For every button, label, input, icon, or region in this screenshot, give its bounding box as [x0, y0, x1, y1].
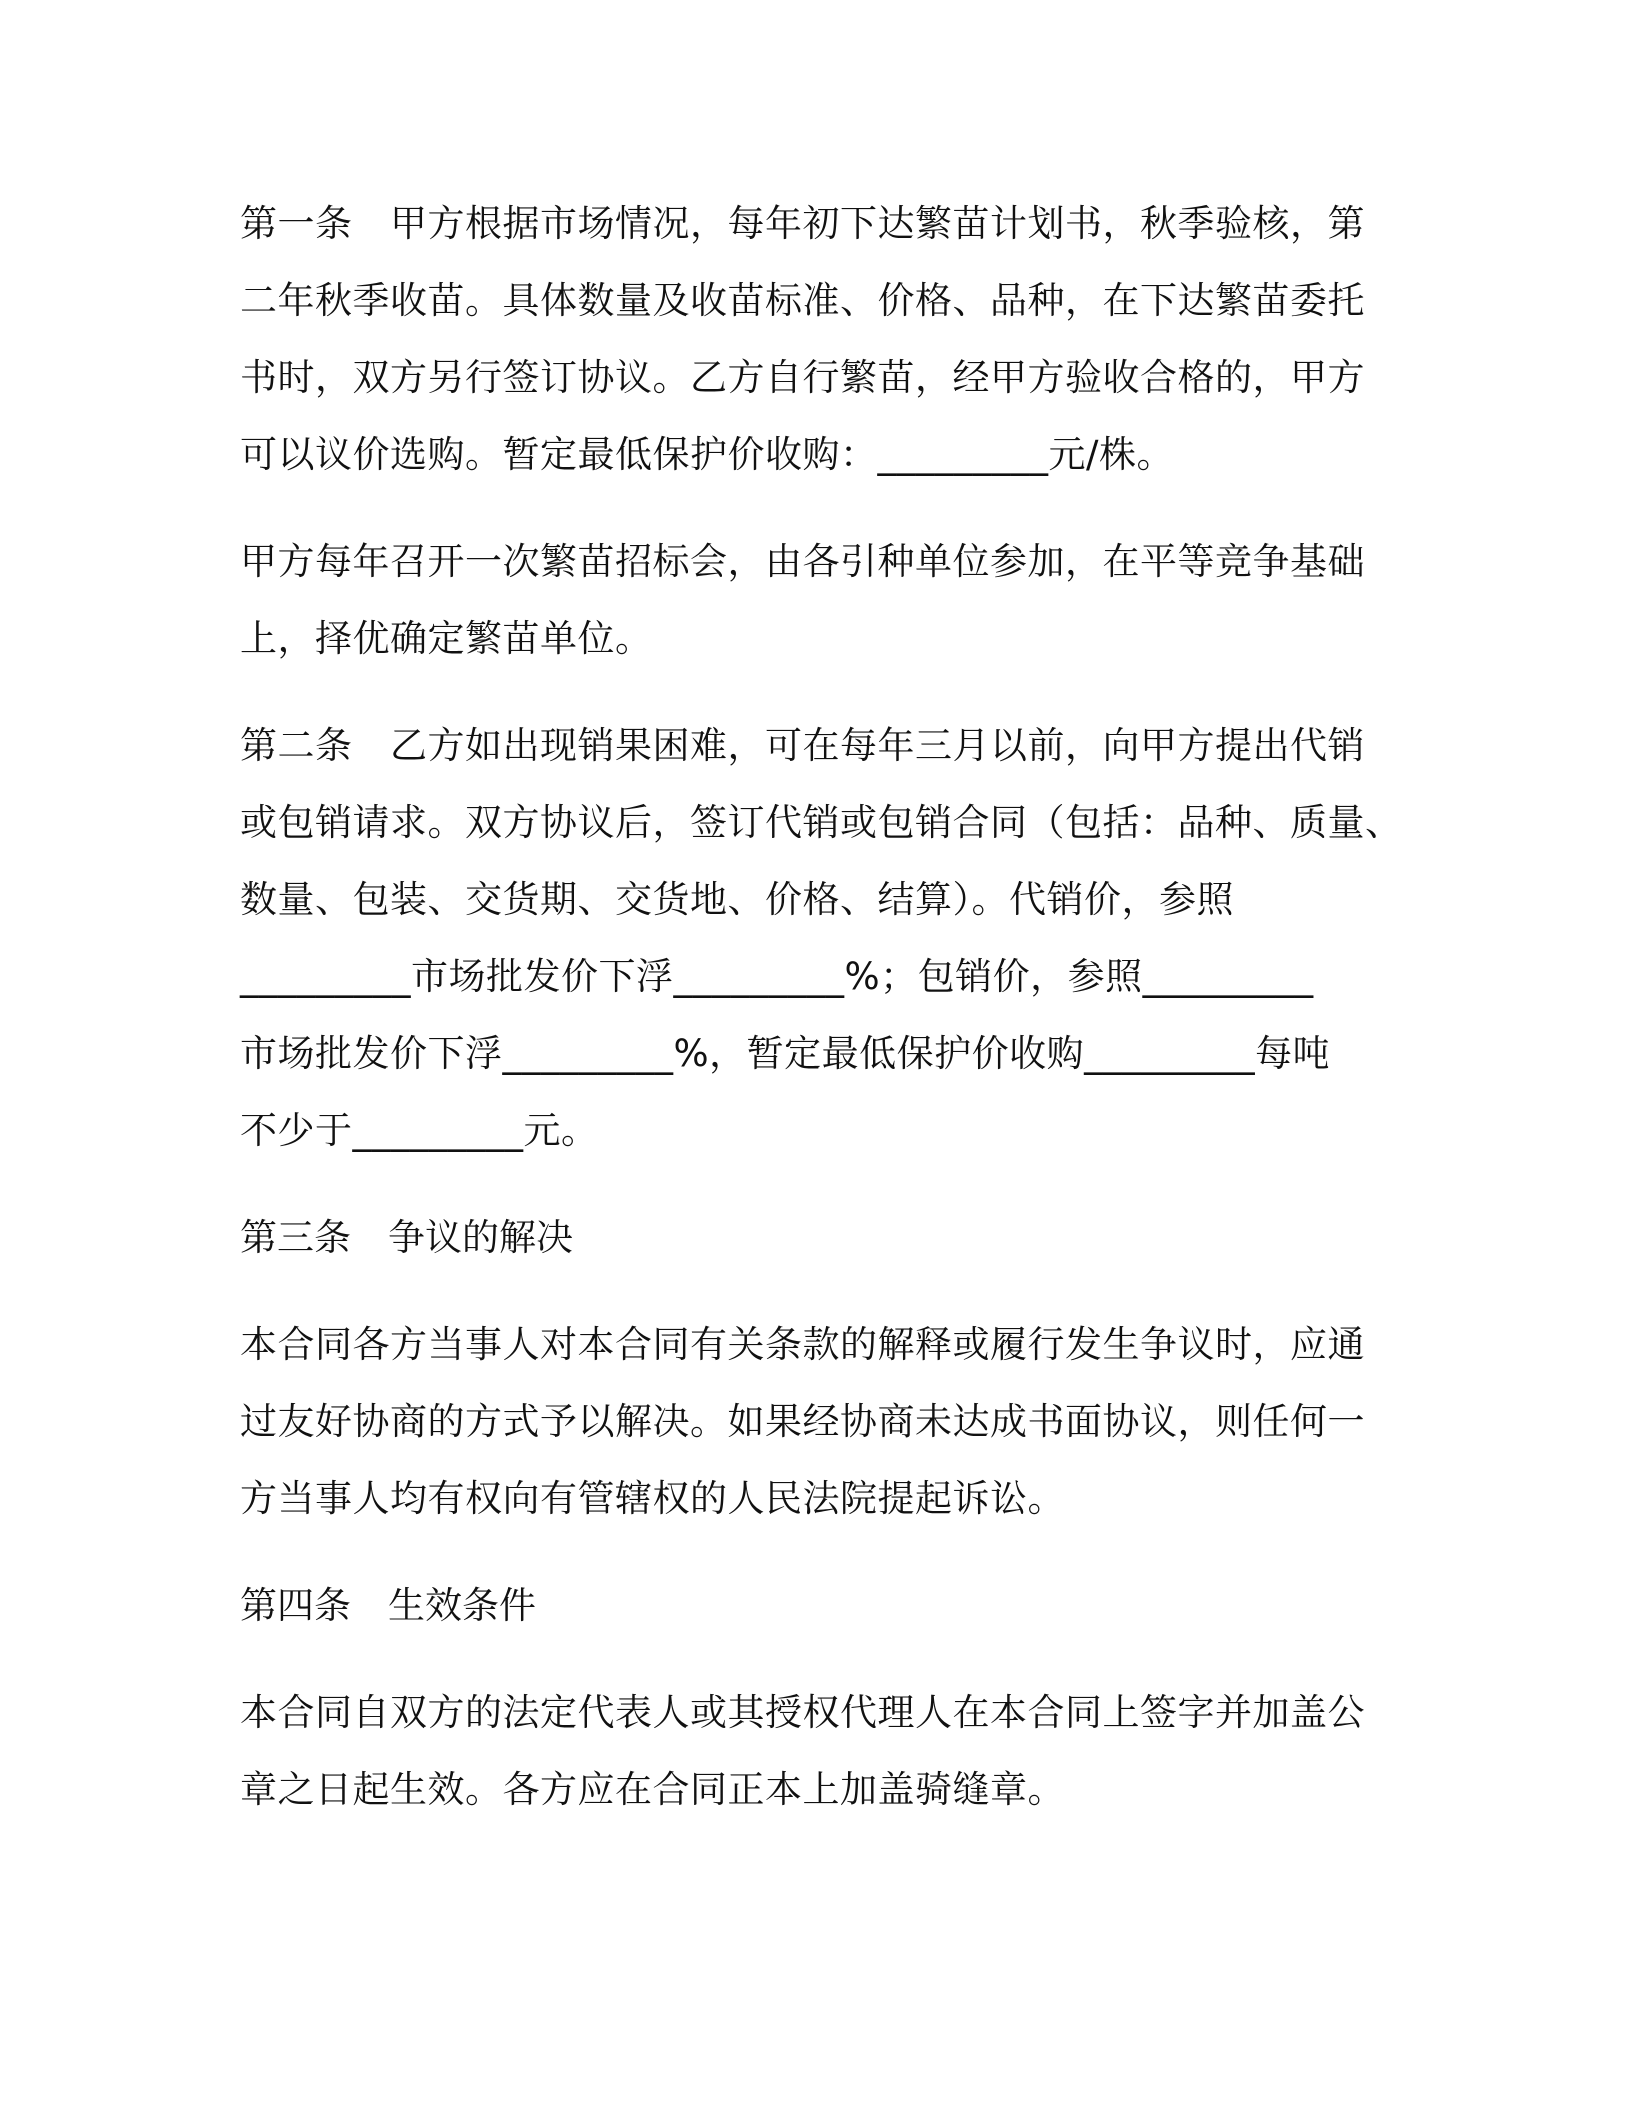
article-1-p2-line-2: 上，择优确定繁苗单位。: [240, 617, 653, 660]
article-3-line-3: 方当事人均有权向有管辖权的人民法院提起诉讼。: [240, 1477, 1065, 1520]
article-4-paragraph: [240, 1674, 1380, 1828]
article-1-p2-line-1: 甲方每年召开一次繁苗招标会，由各引种单位参加，在平等竞争基础: [240, 540, 1365, 583]
article-1-line-1: 第一条 甲方根据市场情况，每年初下达繁苗计划书，秋季验核，第: [240, 202, 1365, 245]
article-2-line-2: 或包销请求。双方协议后，签订代销或包销合同（包括：品种、质量、: [240, 801, 1403, 844]
article-2-line-1: 第二条 乙方如出现销果困难，可在每年三月以前，向甲方提出代销: [240, 724, 1365, 767]
article-3-paragraph: [240, 1306, 1380, 1537]
article-2-line-4: _________市场批发价下浮_________%；包销价，参照_________: [240, 955, 1314, 998]
article-4-heading: 第四条 生效条件: [240, 1584, 536, 1627]
article-2-line-3: 数量、包装、交货期、交货地、价格、结算）。代销价，参照: [240, 878, 1234, 921]
article-3-heading: 第三条 争议的解决: [240, 1216, 573, 1259]
article-2-line-5: 市场批发价下浮_________%，暂定最低保护价收购_________每吨: [240, 1032, 1331, 1075]
article-1-paragraph: [240, 185, 1380, 493]
article-2-paragraph: [240, 707, 1403, 1169]
document-body: [240, 185, 1403, 1858]
article-3-line-1: 本合同各方当事人对本合同有关条款的解释或履行发生争议时，应通: [240, 1323, 1365, 1366]
article-1-line-4: 可以议价选购。暂定最低保护价收购：_________元/株。: [240, 433, 1174, 476]
article-4-line-1: 本合同自双方的法定代表人或其授权代理人在本合同上签字并加盖公: [240, 1691, 1365, 1734]
article-3-line-2: 过友好协商的方式予以解决。如果经协商未达成书面协议，则任何一: [240, 1400, 1365, 1443]
article-1-line-3: 书时，双方另行签订协议。乙方自行繁苗，经甲方验收合格的，甲方: [240, 356, 1365, 399]
article-4-line-2: 章之日起生效。各方应在合同正本上加盖骑缝章。: [240, 1768, 1065, 1811]
article-2-line-6: 不少于_________元。: [240, 1109, 599, 1152]
article-1-line-2: 二年秋季收苗。具体数量及收苗标准、价格、品种，在下达繁苗委托: [240, 279, 1365, 322]
article-1-paragraph-2: [240, 523, 1380, 677]
